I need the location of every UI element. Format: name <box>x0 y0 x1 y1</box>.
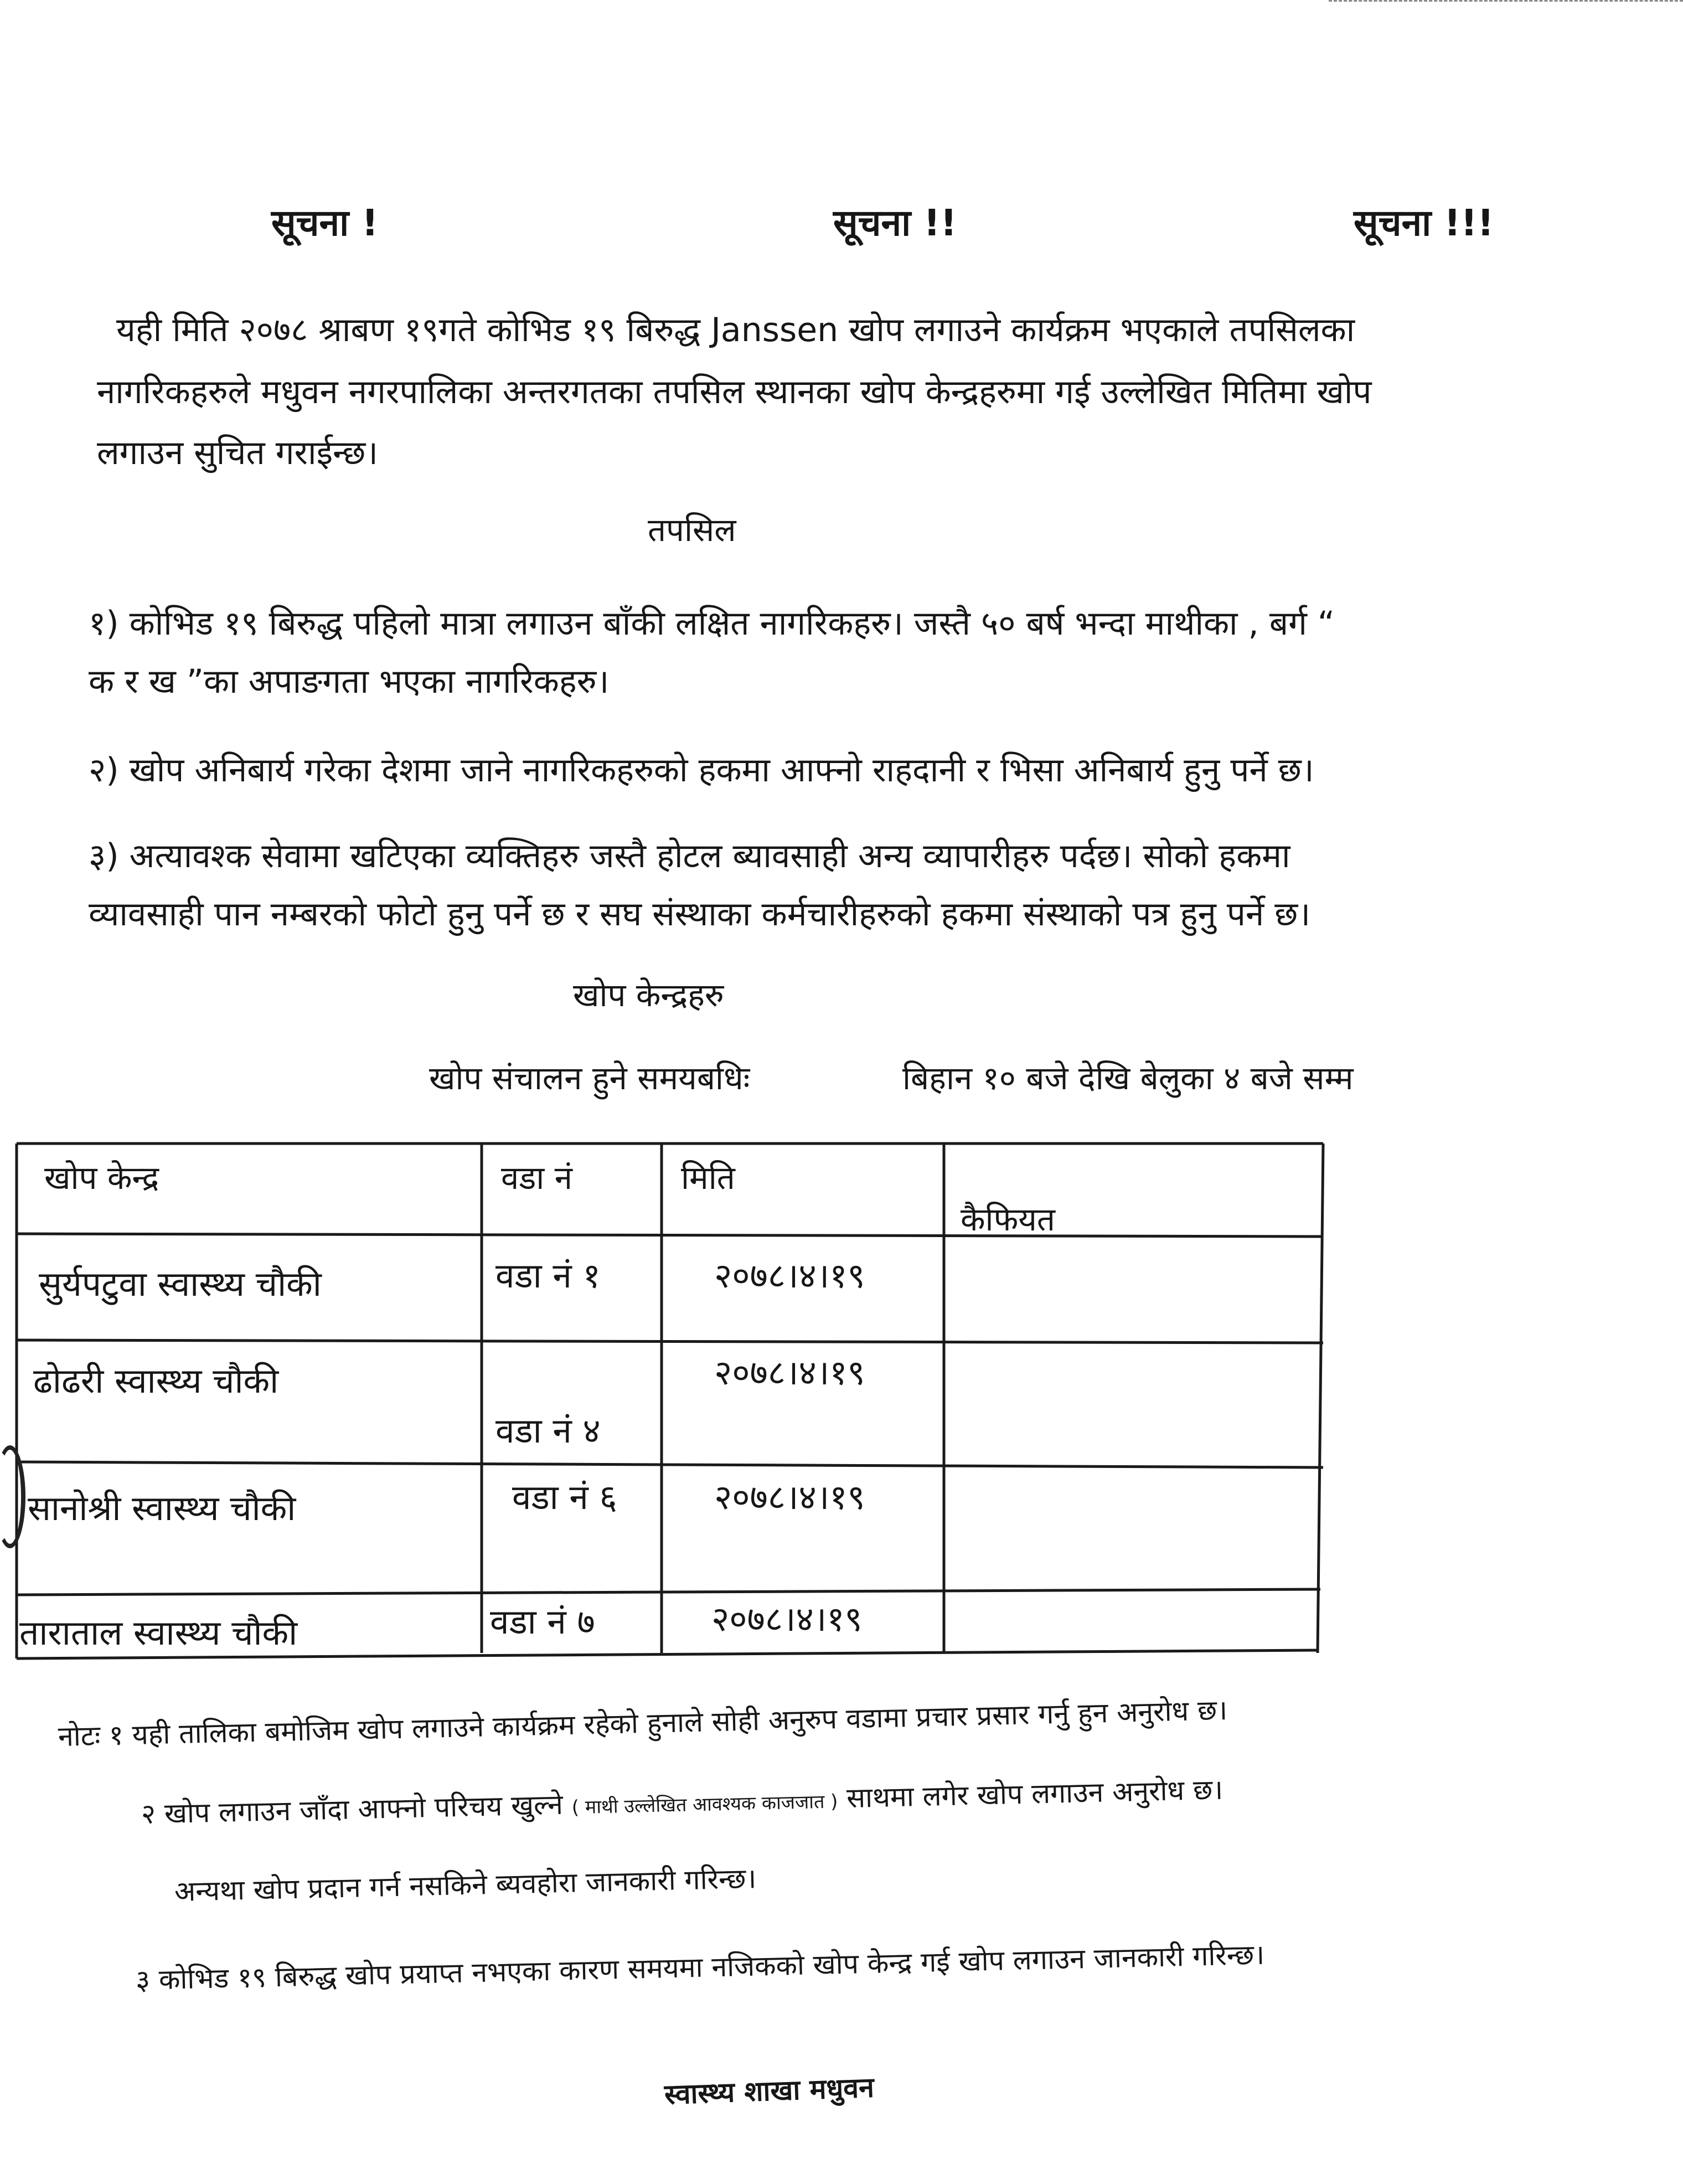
vaccination-centers-title: खोप केन्द्रहरु <box>573 976 724 1014</box>
row-1-ward: वडा नं १ <box>495 1255 601 1296</box>
header-ward: वडा नं <box>501 1159 572 1197</box>
item-1-line-2: क र ख ”का अपाङगता भएका नागरिकहरु। <box>89 662 610 701</box>
row-4-date: २०७८।४।१९ <box>711 1599 863 1639</box>
row-3-date: २०७८।४।१९ <box>714 1477 865 1517</box>
intro-line-1: यही मिति २०७८ श्राबण १९गते कोभिड १९ बिरुद्ध Janssen खोप लगाउने कार्यक्रम भएकाले तपसिलका <box>116 311 1355 349</box>
item-2: २) खोप अनिबार्य गरेका देशमा जाने नागरिकहरुको हकमा आफ्नो राहदानी र भिसा अनिबार्य हुनु पर्ने छ। <box>89 751 1314 790</box>
intro-line-2: नागरिकहरुले मधुवन नगरपालिका अन्तरगतका तपसिल स्थानका खोप केन्द्रहरुमा गई उल्लेखित मितिमा खोप <box>97 373 1372 411</box>
header-date: मिति <box>681 1159 735 1197</box>
note-1: नोटः १ यही तालिका बमोजिम खोप लगाउने कार्यक्रम रहेको हुनाले सोही अनुरुप वडामा प्रचार प्रसार गर्नु हुन अनुरोध छ। <box>58 1694 1228 1753</box>
note-3: ३ कोभिड १९ बिरुद्ध खोप प्रयाप्त नभएका कारण समयमा नजिकको खोप केन्द्र गई खोप लगाउन जानकारी गरिन्छ। <box>135 1938 1265 1996</box>
notice-heading-2: सूचना !! <box>833 202 957 244</box>
schedule-label: खोप संचालन हुने समयबधिः <box>429 1059 750 1097</box>
row-2-date: २०७८।४।१९ <box>714 1352 865 1393</box>
schedule-time: बिहान १० बजे देखि बेलुका ४ बजे सम्म <box>902 1059 1354 1097</box>
row-3-center: सानोश्री स्वास्थ्य चौकी <box>28 1488 296 1528</box>
row-4-center: ताराताल स्वास्थ्य चौकी <box>19 1613 298 1653</box>
row-2-ward: वडा नं ४ <box>495 1410 601 1451</box>
notice-heading-3: सूचना !!! <box>1354 202 1494 244</box>
tapasil-title: तपसिल <box>648 511 736 549</box>
note-2-small-text: ( माथी उल्लेखित आवश्यक काजजात ) <box>571 1790 838 1819</box>
item-3-line-2: व्यावसाही पान नम्बरको फोटो हुनु पर्ने छ र सघ संस्थाका कर्मचारीहरुको हकमा संस्थाको पत्र हुनु पर्ने छ। <box>89 895 1311 934</box>
note-2 <box>141 1770 1223 1832</box>
top-edge-rule <box>1329 0 1683 2</box>
notice-heading-1: सूचना ! <box>271 202 379 244</box>
note-2-text-b: साथमा लगेर खोप लगाउन अनुरोध छ। <box>846 1773 1223 1815</box>
signature-health-branch: स्वास्थ्य शाखा मधुवन <box>664 2071 875 2111</box>
item-3-line-1: ३) अत्यावश्क सेवामा खटिएका व्यक्तिहरु जस्तै होटल ब्यावसाही अन्य व्यापारीहरु पर्दछ। सोको हकमा <box>89 837 1290 875</box>
note-2-continuation: अन्यथा खोप प्रदान गर्न नसकिने ब्यवहोरा जानकारी गरिन्छ। <box>174 1862 757 1908</box>
row-3-ward: वडा नं ६ <box>512 1477 617 1517</box>
item-1-line-1: १) कोभिड १९ बिरुद्ध पहिलो मात्रा लगाउन बाँकी लक्षित नागरिकहरु। जस्तै ५० बर्ष भन्दा माथीका , बर्ग “ <box>89 604 1335 643</box>
note-2-text-a: २ खोप लगाउन जाँदा आफ्नो परिचय खुल्ने <box>141 1788 564 1830</box>
vaccination-centers-table <box>14 1141 1331 1661</box>
row-1-center: सुर्यपटुवा स्वास्थ्य चौकी <box>39 1264 322 1304</box>
intro-line-3: लगाउन सुचित गराईन्छ। <box>97 434 379 472</box>
header-center: खोप केन्द्र <box>44 1159 159 1197</box>
header-remarks: कैफियत <box>961 1201 1055 1238</box>
row-2-center: ढोढरी स्वास्थ्य चौकी <box>33 1361 279 1401</box>
row-1-date: २०७८।४।१९ <box>714 1255 865 1296</box>
row-4-ward: वडा नं ७ <box>490 1601 595 1642</box>
